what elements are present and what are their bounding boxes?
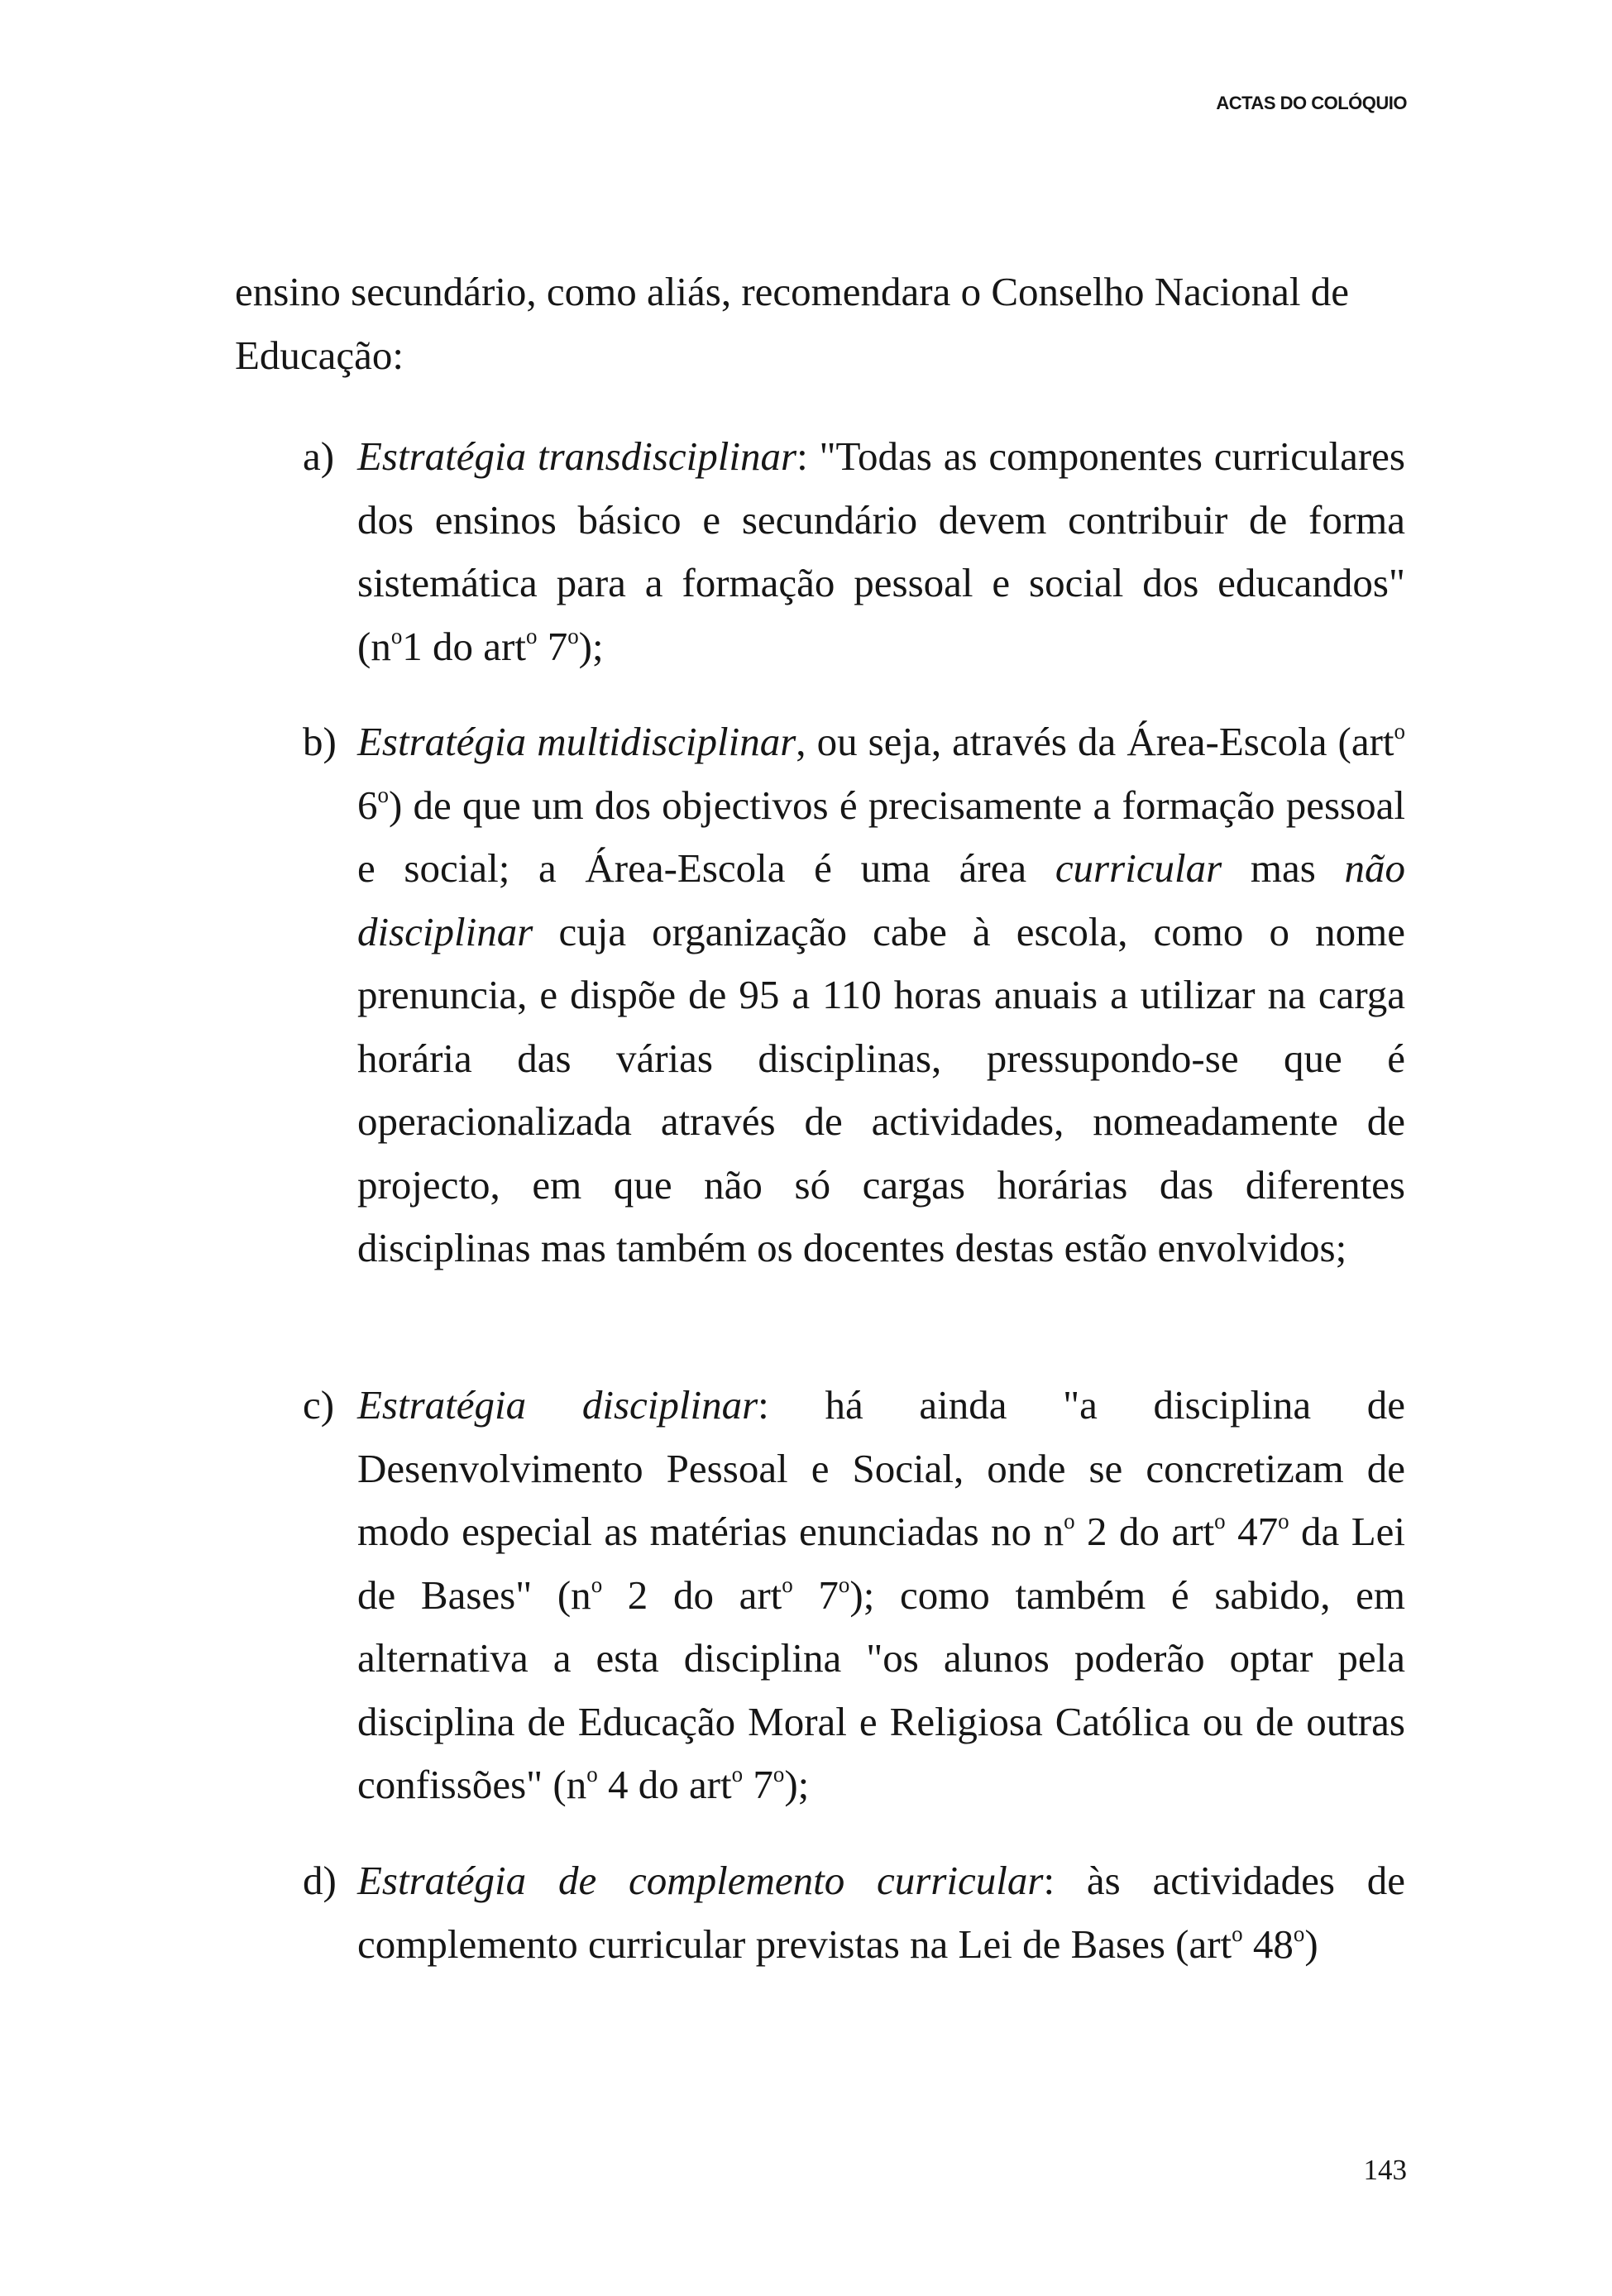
- item-term: Estratégia disciplinar: [357, 1382, 758, 1428]
- list-marker: c): [303, 1382, 335, 1428]
- ordinal-mark: o: [1394, 718, 1405, 744]
- ordinal-mark: o: [1214, 1508, 1226, 1533]
- ordinal-mark: o: [773, 1761, 785, 1787]
- item-text: : "Todas as componentes curriculares dos ensinos básico e secundário devem contribuir de forma sistemática para a formação pessoal e social dos educandos" (n: [357, 433, 1405, 669]
- list-marker: b): [303, 719, 337, 764]
- ordinal-mark: o: [731, 1761, 744, 1787]
- item-text: 2 do art: [1074, 1509, 1215, 1554]
- running-header: ACTAS DO COLÓQUIO: [1216, 93, 1407, 113]
- item-text: 7: [743, 1762, 773, 1807]
- item-text: 7: [792, 1571, 839, 1618]
- item-text: : há ainda "a disciplina de Desenvolvimento Pessoal e Social, onde se concretizam de modo especial as matérias enunciadas no n: [357, 1382, 1405, 1554]
- item-text: 48: [1242, 1921, 1294, 1967]
- ordinal-mark: o: [377, 782, 389, 807]
- item-term: Estratégia de complemento curricular: [357, 1858, 1044, 1903]
- emphasis-text: não disciplinar: [357, 845, 1405, 954]
- item-text: 6: [357, 782, 378, 828]
- list-item-c: [303, 1374, 1406, 1817]
- ordinal-mark: o: [838, 1571, 850, 1597]
- list-marker: d): [303, 1858, 337, 1903]
- item-text: , ou seja, através da Área-Escola (art: [796, 719, 1394, 764]
- ordinal-mark: o: [1232, 1921, 1243, 1946]
- item-text: ) de que um dos objectivos é precisamente a formação pessoal e social; a Área-Escola é uma área: [357, 782, 1405, 891]
- list-marker: a): [303, 433, 335, 479]
- item-text: ); como também é sabido, em alternativa a esta disciplina "os alunos poderão optar pela disciplina de Educação Moral e Religiosa Católica ou de outras confissões" (n: [357, 1571, 1406, 1807]
- emphasis-text: curricular: [1055, 845, 1222, 891]
- item-text: );: [578, 623, 604, 669]
- item-text: 2 do art: [602, 1571, 782, 1618]
- list-item-b: [303, 710, 1405, 1280]
- ordinal-mark: o: [1293, 1921, 1305, 1946]
- item-text: 1 do art: [402, 623, 526, 669]
- ordinal-mark: o: [567, 623, 579, 648]
- item-text: 4 do art: [597, 1762, 732, 1807]
- item-text: 7: [537, 623, 568, 669]
- item-text: );: [784, 1762, 810, 1807]
- item-text: 47: [1225, 1509, 1279, 1554]
- ordinal-mark: o: [1064, 1508, 1075, 1533]
- item-text: mas: [1222, 845, 1345, 891]
- ordinal-mark: o: [525, 623, 538, 648]
- item-text: da Lei de Bases" (n: [357, 1509, 1406, 1618]
- page-number: 143: [1363, 2154, 1407, 2186]
- list-item-a: [303, 425, 1405, 678]
- item-text: cuja organização cabe à escola, como o nome prenuncia, e dispõe de 95 a 110 horas anuais a utilizar na carga horária das várias disciplinas, pressupondo-se que é operacionalizada através de actividades, nomeadamente de projecto, em que não só cargas horárias das diferentes disciplinas mas também os docentes destas estão envolvidos;: [357, 908, 1405, 1270]
- list-item-d: [303, 1849, 1405, 1976]
- intro-paragraph: ensino secundário, como aliás, recomendara o Conselho Nacional de Educação:: [235, 269, 1350, 378]
- item-term: Estratégia transdisciplinar: [357, 433, 797, 479]
- ordinal-mark: o: [1278, 1508, 1289, 1533]
- ordinal-mark: o: [591, 1571, 603, 1597]
- ordinal-mark: o: [782, 1571, 793, 1597]
- item-text: : às actividades de complemento curricular previstas na Lei de Bases (art: [357, 1858, 1405, 1967]
- ordinal-mark: o: [586, 1761, 598, 1787]
- item-term: Estratégia multidisciplinar: [357, 719, 796, 764]
- ordinal-mark: o: [390, 623, 403, 648]
- item-text: ): [1304, 1921, 1318, 1967]
